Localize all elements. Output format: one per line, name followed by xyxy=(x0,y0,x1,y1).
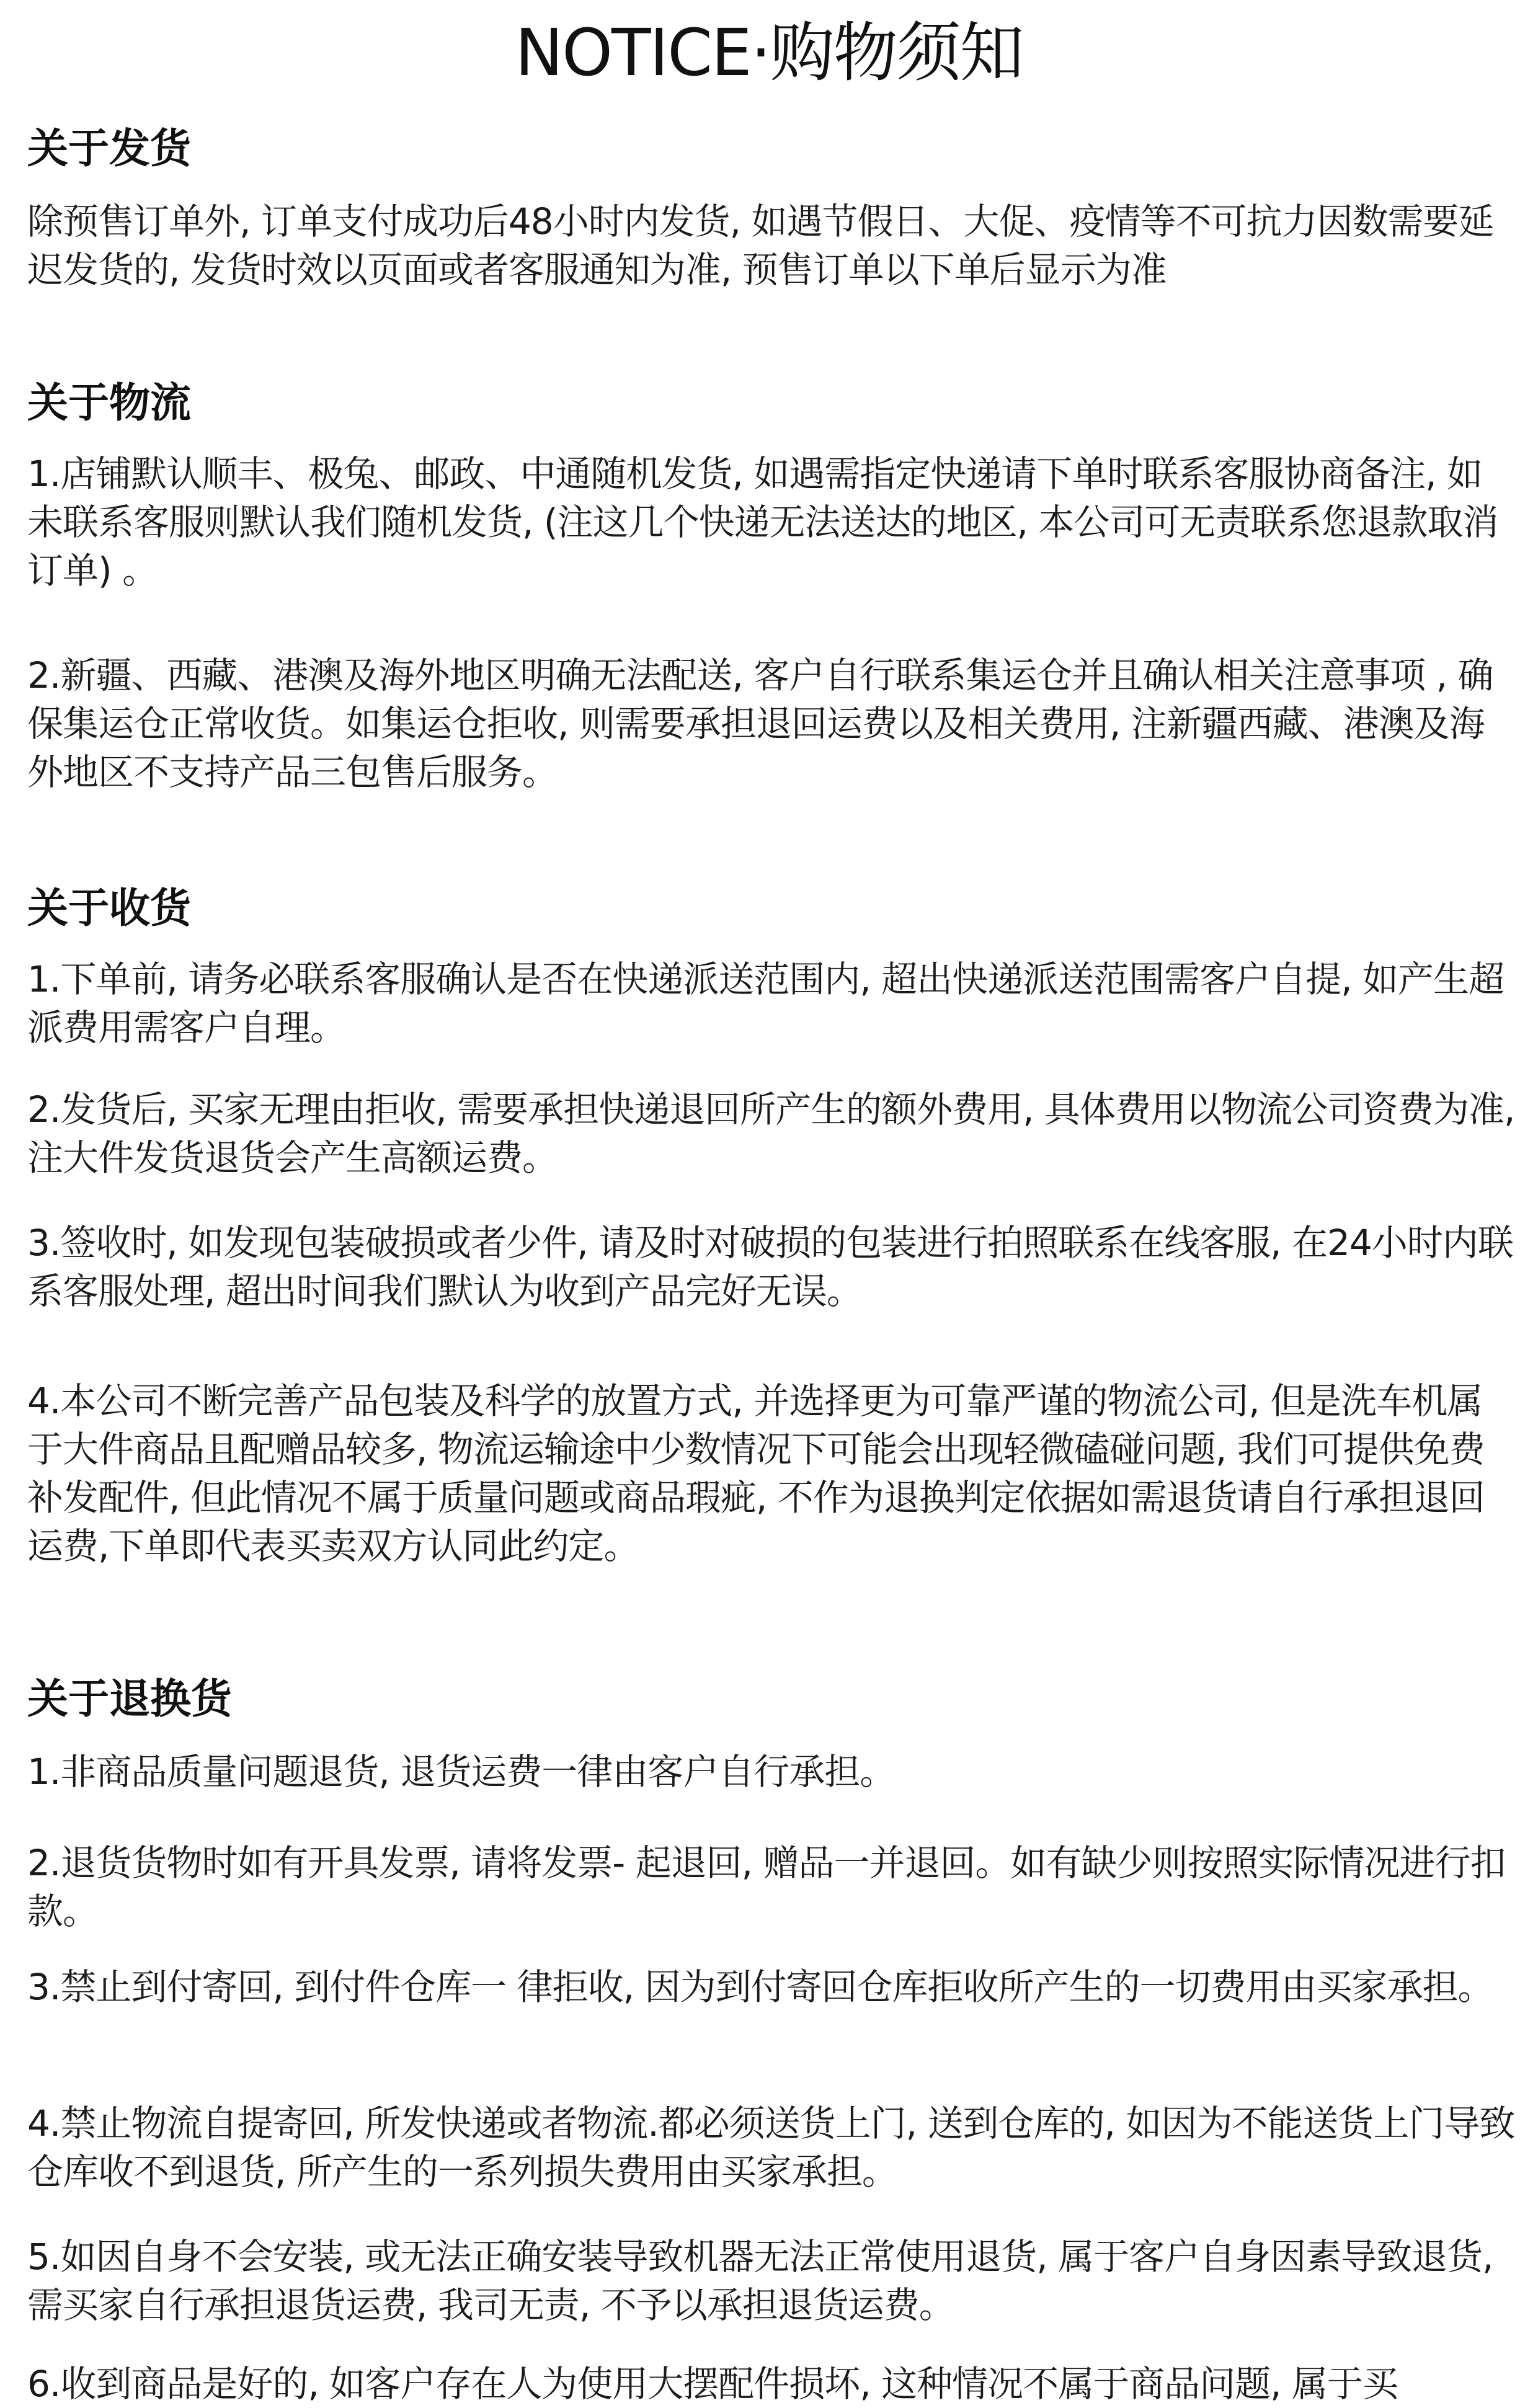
section-paragraph: 2.新疆、西藏、港澳及海外地区明确无法配送, 客户自行联系集运仓并且确认相关注意事项 , 确保集运仓正常收货。如集运仓拒收, 则需要承担退回运费以及相关费用, 注新疆西藏、港澳及海外地区不支持产品三包售后服务。 xyxy=(27,654,1493,793)
section-paragraph: 6.收到商品是好的, 如客户存在人为使用大摆配件损坏, 这种情况不属于商品问题, 属于买 xyxy=(27,2363,1398,2405)
section-heading-logistics: 关于物流 xyxy=(27,379,191,427)
section-paragraph: 4.禁止物流自提寄回, 所发快递或者物流.都必须送货上门, 送到仓库的, 如因为不能送货上门导致仓库收不到退货, 所产生的一系列损失费用由买家承担。 xyxy=(27,2102,1515,2193)
section-paragraph: 4.本公司不断完善产品包装及科学的放置方式, 并选择更为可靠严谨的物流公司, 但是洗车机属于大件商品且配赠品较多, 物流运输途中少数情况下可能会出现轻微磕碰问题, 我们可提供免费补发配件, 但此情况不属于质量问题或商品瑕疵, 不作为退换判定依据如需退货请自行承担退回运费,下单即代表买卖双方认同此约定。 xyxy=(27,1380,1485,1567)
section-heading-receiving: 关于收货 xyxy=(27,884,191,932)
section-paragraph: 1.非商品质量问题退货, 退货运费一律由客户自行承担。 xyxy=(27,1751,896,1793)
page-title: NOTICE·购物须知 xyxy=(515,15,1023,91)
section-paragraph: 1.下单前, 请务必联系客服确认是否在快递派送范围内, 超出快递派送范围需客户自提, 如产生超派费用需客户自理。 xyxy=(27,958,1504,1049)
section-paragraph: 1.店铺默认顺丰、极兔、邮政、中通随机发货, 如遇需指定快递请下单时联系客服协商备注, 如未联系客服则默认我们随机发货, (注这几个快递无法送达的地区, 本公司可无责联系您退款取消订单) 。 xyxy=(27,453,1498,592)
section-paragraph: 3.签收时, 如发现包装破损或者少件, 请及时对破损的包装进行拍照联系在线客服, 在24小时内联系客服处理, 超出时间我们默认为收到产品完好无误。 xyxy=(27,1222,1513,1312)
section-paragraph: 除预售订单外, 订单支付成功后48小时内发货, 如遇节假日、大促、疫情等不可抗力因数需要延迟发货的, 发货时效以页面或者客服通知为准, 预售订单以下单后显示为准 xyxy=(27,200,1494,291)
section-paragraph: 3.禁止到付寄回, 到付件仓库一 律拒收, 因为到付寄回仓库拒收所产生的一切费用由买家承担。 xyxy=(27,1966,1493,2008)
section-heading-shipping: 关于发货 xyxy=(27,125,191,172)
section-heading-returns: 关于退换货 xyxy=(27,1675,232,1723)
section-paragraph: 5.如因自身不会安装, 或无法正确安装导致机器无法正常使用退货, 属于客户自身因素导致退货, 需买家自行承担退货运费, 我司无责, 不予以承担退货运费。 xyxy=(27,2236,1493,2326)
section-paragraph: 2.退货货物时如有开具发票, 请将发票- 起退回, 赠品一并退回。如有缺少则按照实际情况进行扣款。 xyxy=(27,1842,1506,1932)
section-paragraph: 2.发货后, 买家无理由拒收, 需要承担快递退回所产生的额外费用, 具体费用以物流公司资费为准, 注大件发货退货会产生高额运费。 xyxy=(27,1088,1515,1179)
